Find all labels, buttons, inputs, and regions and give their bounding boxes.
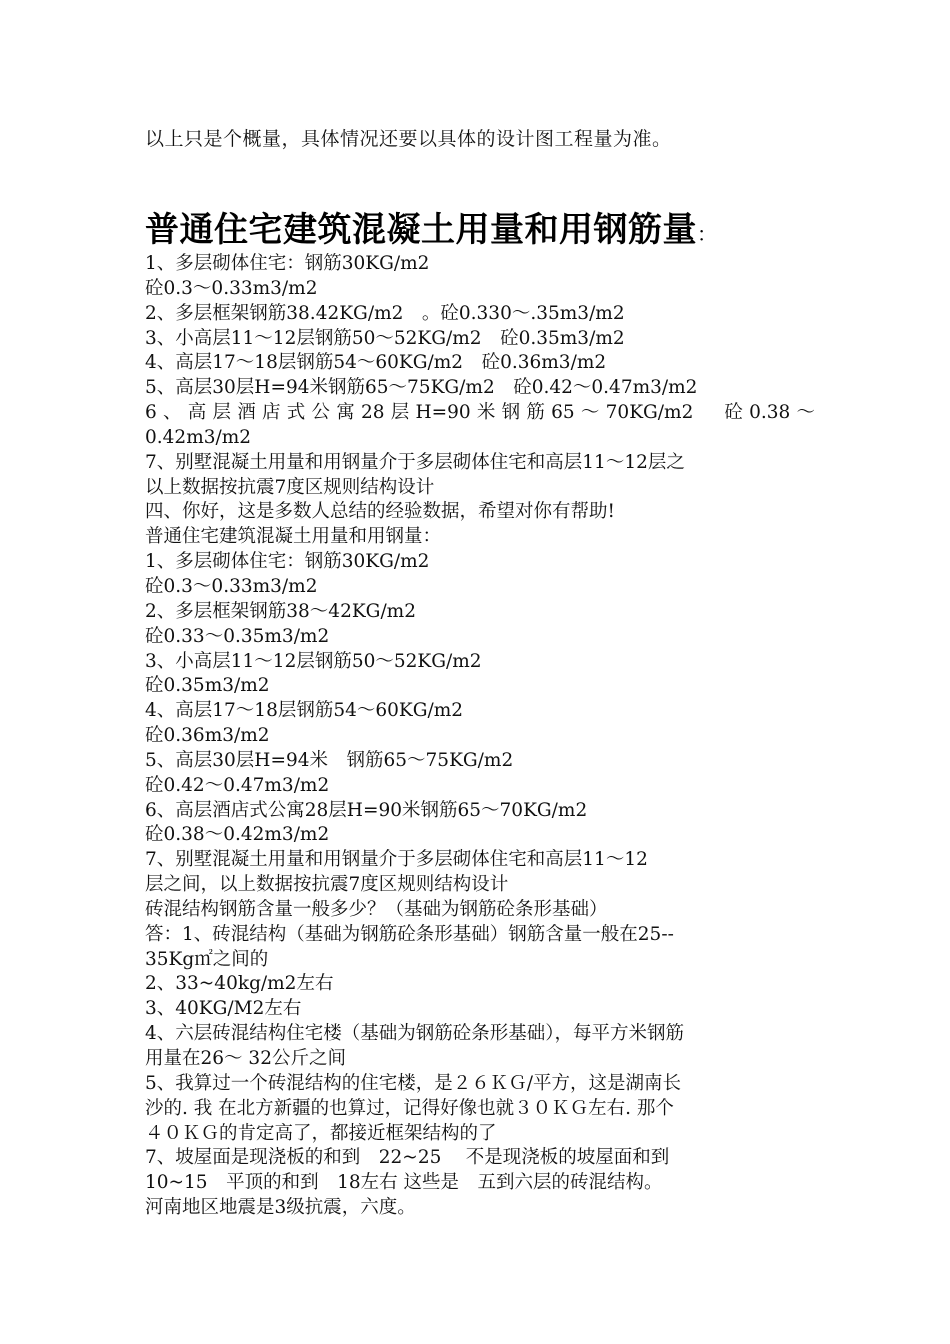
text-line: 7、坡屋面是现浇板的和到 22~25 不是现浇板的坡屋面和到 [145,1147,670,1169]
text-line: 3、小高层11～12层钢筋50～52KG/m2 [145,650,482,672]
text-line: 沙的. 我 在北方新疆的也算过，记得好像也就３０ＫＧ左右. 那个 [145,1097,674,1119]
text-line: 6、高层酒店式公寓28层H=90米钢筋65～70KG/m2 [145,799,588,821]
text-line: 2、多层框架钢筋38～42KG/m2 [145,600,416,622]
text-line: 砖混结构钢筋含量一般多少？（基础为钢筋砼条形基础） [145,898,608,920]
text-line: 答：1、砖混结构（基础为钢筋砼条形基础）钢筋含量一般在25-- [145,923,674,945]
text-line: 3、40KG/M2左右 [145,998,302,1020]
section-heading-colon: ： [697,222,718,246]
text-line: 砼0.42～0.47m3/m2 [145,774,330,796]
text-line: ４０ＫＧ的肯定高了，都接近框架结构的了 [145,1122,497,1144]
text-line: 35Kg㎡之间的 [145,948,269,970]
text-line: 1、多层砌体住宅：钢筋30KG/m2 [145,551,430,573]
text-line: 砼0.36m3/m2 [145,725,270,747]
section-heading-text: 普通住宅建筑混凝土用量和用钢筋量 [145,210,697,250]
text-line: 2、多层框架钢筋38.42KG/m2 。砼0.330～.35m3/m2 [145,302,625,324]
section-heading [145,202,718,251]
text-line: 4、高层17～18层钢筋54～60KG/m2 [145,700,464,722]
text-line: 普通住宅建筑混凝土用量和用钢量： [145,526,442,548]
text-line: 以上数据按抗震7度区规则结构设计 [145,476,435,498]
text-line: 河南地区地震是3级抗震，六度。 [145,1197,416,1219]
text-line: 6、高层酒店式公寓28层H=90米钢筋65～70KG/m2 砼0.38～ [145,402,815,424]
text-line: 0.42m3/m2 [145,426,252,448]
text-line: 层之间，以上数据按抗震7度区规则结构设计 [145,874,509,896]
text-line: 4、六层砖混结构住宅楼（基础为钢筋砼条形基础），每平方米钢筋 [145,1023,685,1045]
text-line: 砼0.3～0.33m3/m2 [145,575,318,597]
text-line: 3、小高层11～12层钢筋50～52KG/m2 砼0.35m3/m2 [145,327,625,349]
text-line: 砼0.38～0.42m3/m2 [145,824,330,846]
text-line: 四、你好，这是多数人总结的经验数据，希望对你有帮助! [145,501,615,523]
text-line: 5、高层30层H=94米 钢筋65～75KG/m2 [145,749,514,771]
text-line: 砼0.3～0.33m3/m2 [145,277,318,299]
text-line: 7、别墅混凝土用量和用钢量介于多层砌体住宅和高层11～12 [145,849,648,871]
text-line: 砼0.35m3/m2 [145,675,270,697]
text-line: 7、别墅混凝土用量和用钢量介于多层砌体住宅和高层11～12层之 [145,451,685,473]
text-line: 5、我算过一个砖混结构的住宅楼，是２６ＫＧ/平方，这是湖南长 [145,1072,682,1094]
text-line: 砼0.33～0.35m3/m2 [145,625,330,647]
text-line: 1、多层砌体住宅：钢筋30KG/m2 [145,253,430,274]
intro-paragraph: 以上只是个概量，具体情况还要以具体的设计图工程量为准。 [145,128,672,150]
body-text [145,252,815,1221]
text-line: 4、高层17～18层钢筋54～60KG/m2 砼0.36m3/m2 [145,352,607,374]
text-line: 2、33~40kg/m2左右 [145,973,334,995]
text-line: 用量在26～ 32公斤之间 [145,1048,346,1069]
text-line: 10~15 平顶的和到 18左右 这些是 五到六层的砖混结构。 [145,1172,663,1194]
text-line: 5、高层30层H=94米钢筋65～75KG/m2 砼0.42～0.47m3/m2 [145,377,698,399]
